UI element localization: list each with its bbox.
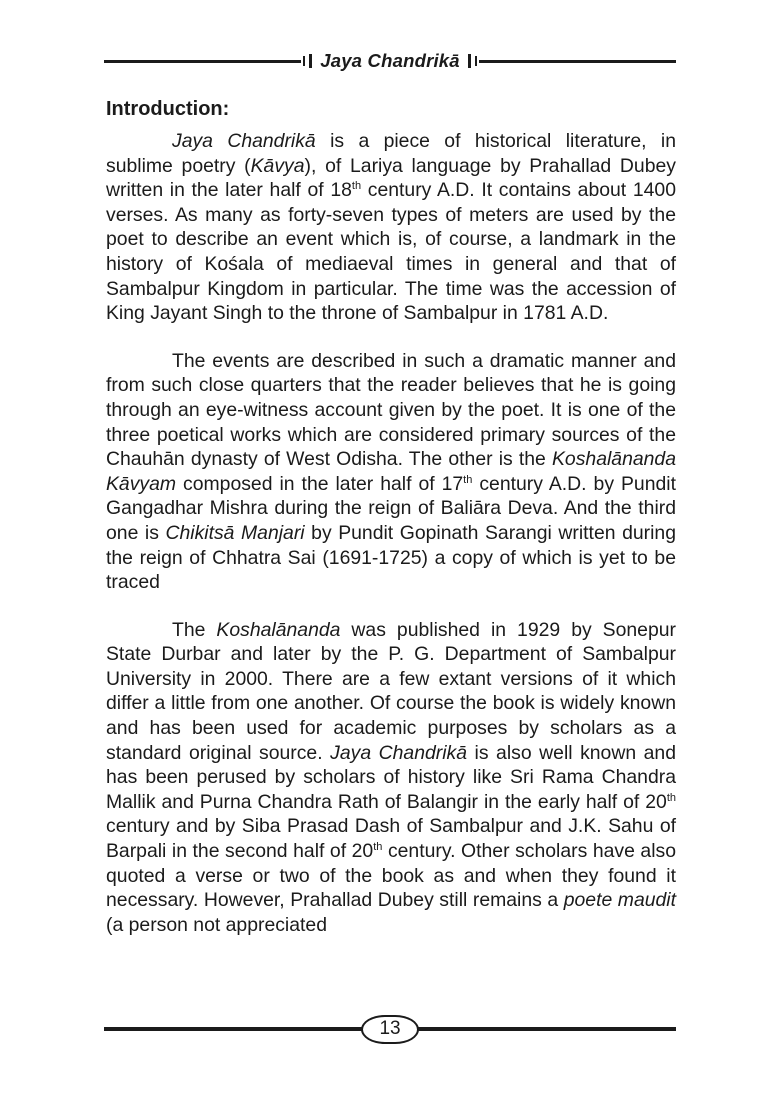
text-run: century. Other scholars have also quoted a verse or two of the book as and when they found it necessary. However, Prahallad Dubey still remains a bbox=[106, 840, 676, 912]
header-ornament-left-bar bbox=[309, 54, 312, 68]
text-run: The bbox=[172, 618, 217, 641]
header-ornament-right bbox=[475, 56, 477, 66]
footer-rule-right bbox=[418, 1027, 676, 1031]
paragraph-1 bbox=[106, 129, 676, 326]
running-header bbox=[104, 44, 676, 78]
page-number: 13 bbox=[361, 1015, 418, 1044]
book-title: Koshalānanda bbox=[216, 618, 341, 641]
page-footer bbox=[104, 1012, 676, 1046]
text-run: (a person not appreciated bbox=[106, 913, 327, 936]
page-content bbox=[106, 96, 676, 937]
header-rule-left bbox=[104, 60, 301, 63]
header-rule-right bbox=[479, 60, 676, 63]
text-run: century and by Siba Prasad Dash of Sambalpur and J.K. Sahu of Barpali in the second half of 20 bbox=[106, 815, 676, 863]
book-title: Chikitsā Manjari bbox=[165, 521, 305, 544]
ordinal-suffix: th bbox=[373, 841, 383, 854]
paragraph-2 bbox=[106, 349, 676, 595]
text-run: ), of Lariya language by Prahallad Dubey written in the later half of 18 bbox=[106, 154, 676, 202]
running-header-title: Jaya Chandrikā bbox=[320, 50, 460, 71]
header-ornament-left bbox=[303, 56, 305, 66]
text-run: is also well known and has been perused by scholars of history like Sri Rama Chandra Mallik and Purna Chandra Rath of Balangir in the early half of 20 bbox=[106, 741, 677, 813]
book-title: Jaya Chandrikā bbox=[330, 741, 468, 764]
book-title: Koshalānanda Kāvyam bbox=[106, 448, 676, 495]
book-title: Jaya Chandrikā bbox=[172, 130, 316, 152]
term: Kāvya bbox=[250, 154, 305, 177]
header-ornament-right-bar bbox=[468, 54, 471, 68]
footer-rule-left bbox=[104, 1027, 362, 1031]
text-run: is a piece of historical literature, in sublime poetry ( bbox=[106, 130, 676, 177]
section-heading: Introduction: bbox=[106, 98, 230, 120]
text-run: composed in the later half of 17 bbox=[176, 472, 464, 495]
ordinal-suffix: th bbox=[351, 180, 362, 193]
text-run: The events are described in such a dramatic manner and from such close quarters that the reader believes that he is going through an eye-witness account given by the poet. It is one of the three poetical works which are considered primary sources of the Chauhān dynasty of West Odisha. The other is the bbox=[106, 349, 676, 471]
text-run: by Pundit Gopinath Sarangi written during the reign of Chhatra Sai (1691-1725) a copy of which is yet to be traced bbox=[106, 521, 676, 594]
foreign-phrase: poete maudit bbox=[563, 889, 676, 912]
ordinal-suffix: th bbox=[463, 473, 473, 486]
text-run: century A.D. by Pundit Gangadhar Mishra during the reign of Baliāra Deva. And the third one is bbox=[106, 472, 676, 544]
ordinal-suffix: th bbox=[666, 791, 676, 804]
paragraph-3 bbox=[106, 618, 676, 938]
text-run: was published in 1929 by Sonepur State Durbar and later by the P. G. Department of Sambalpur University in 2000. There are a few extant versions of it which differ a little from one another. Of course the book is widely known and has been used for academic purposes by scholars as a standard original source. bbox=[106, 618, 676, 764]
text-run: century A.D. It contains about 1400 verses. As many as forty-seven types of meters are used by the poet to describe an event which is, of course, a landmark in the history of Kośala of mediaeval times in general and that of Sambalpur Kingdom in particular. The time was the accession of King Jayant Singh to the throne of Sambalpur in 1781 A.D. bbox=[106, 179, 676, 325]
